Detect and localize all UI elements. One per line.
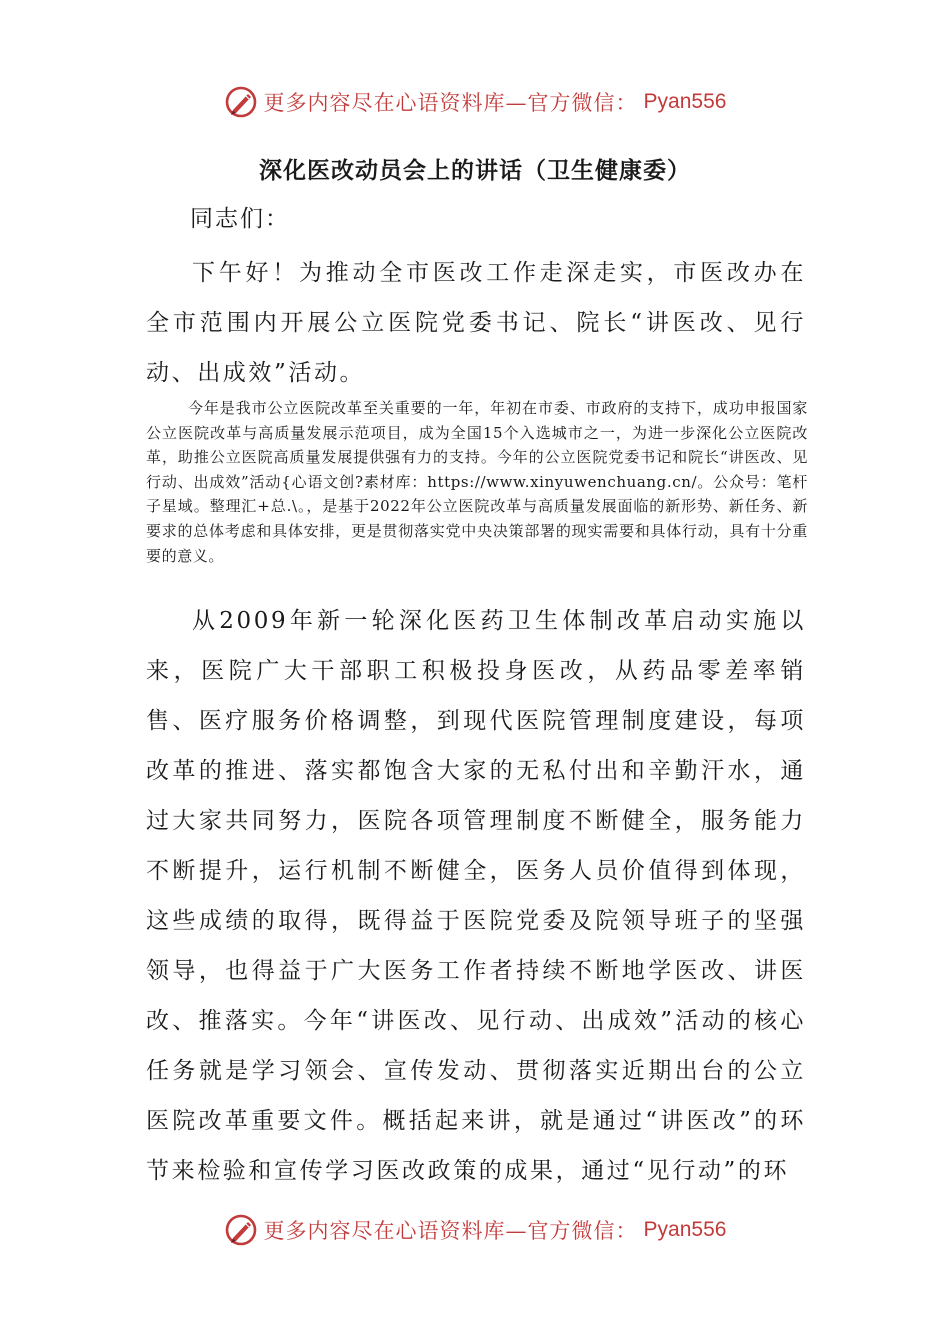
footer-watermark-banner <box>0 1208 950 1252</box>
banner-wechat-id: Pyan556 <box>643 1218 727 1241</box>
banner-wechat-id: Pyan556 <box>643 90 727 113</box>
header-watermark-banner <box>0 80 950 124</box>
pen-logo-icon <box>224 85 258 119</box>
paragraph-background: 今年是我市公立医院改革至关重要的一年，年初在市委、市政府的支持下，成功申报国家公立医院改革与高质量发展示范项目，成为全国15个入选城市之一，为进一步深化公立医院改革，助推公立医院高质量发展提供强有力的支持。今年的公立医院党委书记和院长“讲医改、见行动、出成效”活动{心语文创?素材库：https://www.xinyuwenchuang.cn/。公众号：笔杆子星域。整理汇+总.\。，是基于2022年公立医院改革与高质量发展面临的新形势、新任务、新要求的总体考虑和具体安排，更是贯彻落实党中央决策部署的现实需要和具体行动，具有十分重要的意义。 <box>146 399 808 565</box>
banner-text: 更多内容尽在心语资料库—官方微信： <box>263 1219 638 1243</box>
banner-text: 更多内容尽在心语资料库—官方微信： <box>263 91 638 115</box>
paragraph-reform-history: 从2009年新一轮深化医药卫生体制改革启动实施以来，医院广大干部职工积极投身医改，从药品零差率销售、医疗服务价格调整，到现代医院管理制度建设，每项改革的推进、落实都饱含大家的无私付出和辛勤汗水，通过大家共同努力，医院各项管理制度不断健全，服务能力不断提升，运行机制不断健全，医务人员价值得到体现，这些成绩的取得，既得益于医院党委及院领导班子的坚强领导，也得益于广大医务工作者持续不断地学医改、讲医改、推落实。今年“讲医改、见行动、出成效”活动的核心任务就是学习领会、宣传发动、贯彻落实近期出台的公立医院改革重要文件。概括起来讲，就是通过“讲医改”的环节来检验和宣传学习医改政策的成果，通过“见行动”的环 <box>146 608 806 1184</box>
paragraph-greeting: 下午好！为推动全市医改工作走深走实，市医改办在全市范围内开展公立医院党委书记、院长“讲医改、见行动、出成效”活动。 <box>146 260 806 386</box>
pen-logo-icon <box>224 1213 258 1247</box>
salutation: 同志们： <box>190 206 290 232</box>
document-title: 深化医改动员会上的讲话（卫生健康委） <box>259 157 691 184</box>
